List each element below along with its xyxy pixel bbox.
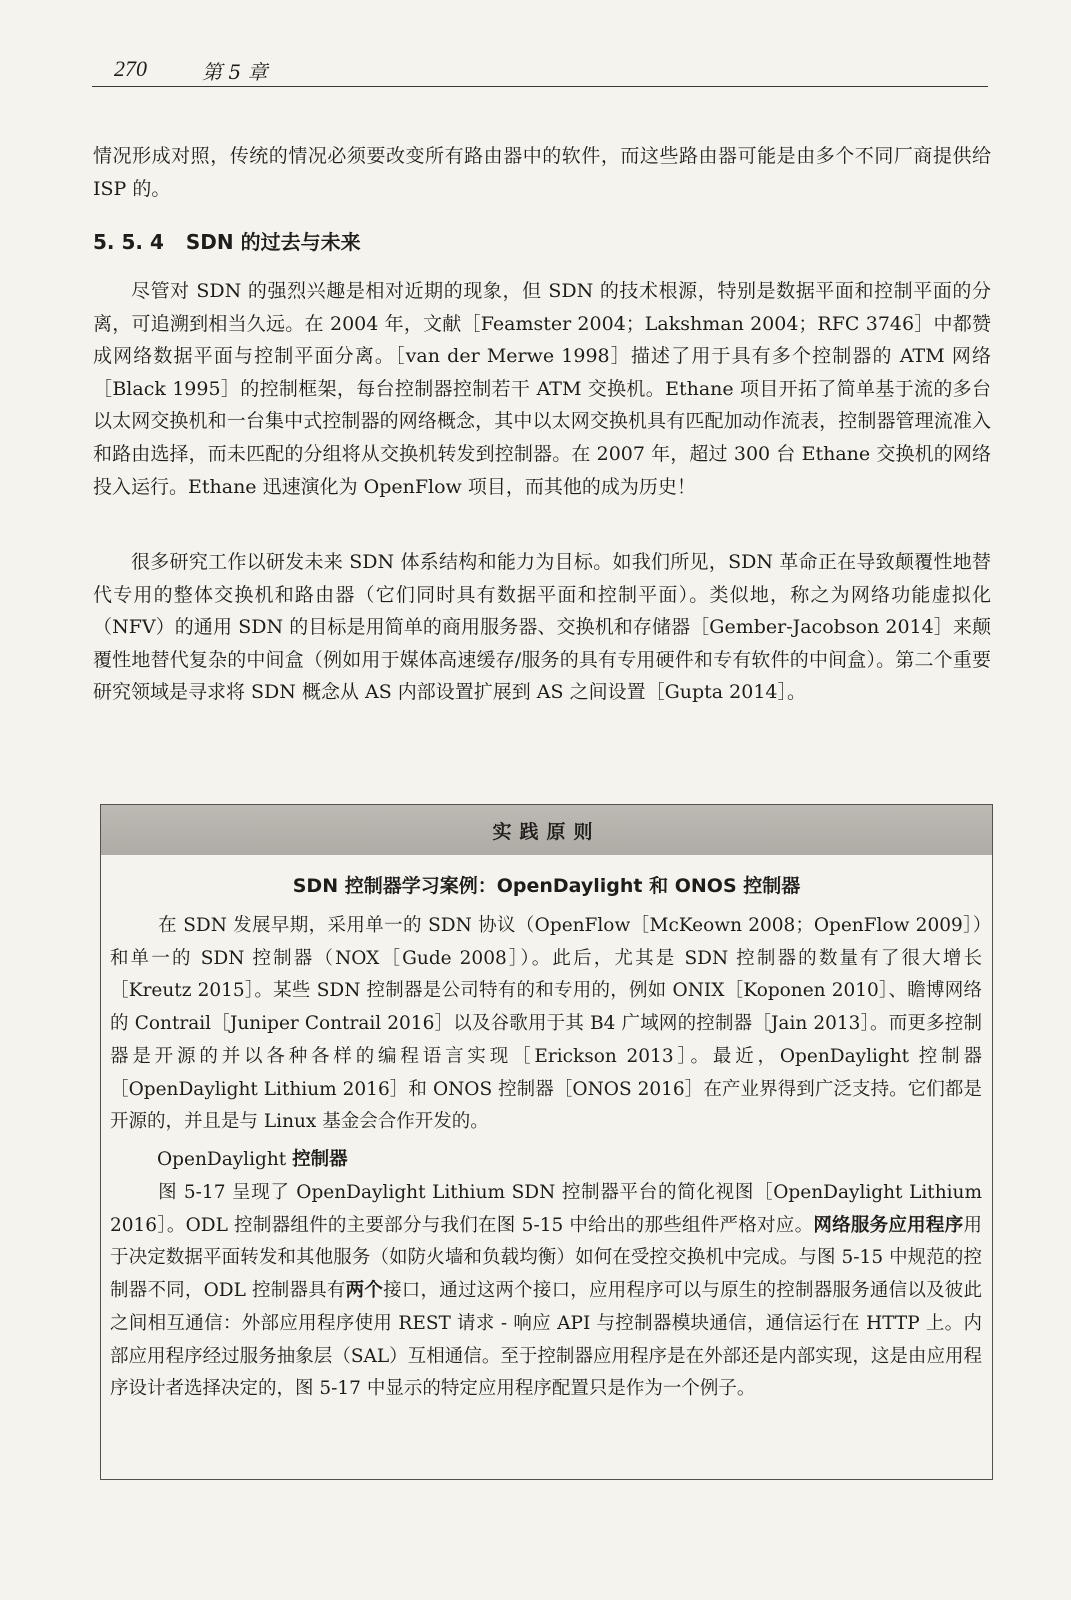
practice-principles-box (100, 804, 993, 1480)
box-banner-label: 实践原则 (492, 820, 601, 843)
running-header (92, 50, 988, 87)
chapter-label: 第 5 章 (202, 60, 268, 84)
subheading-prefix: OpenDaylight (157, 1149, 287, 1170)
section-heading (93, 226, 361, 255)
box-paragraph-odl (110, 1177, 982, 1406)
section-title: SDN 的过去与未来 (185, 230, 361, 254)
box-banner (101, 805, 992, 855)
odl-text-part1: 图 5-17 呈现了 OpenDaylight Lithium SDN 控制器平台的简化视图［OpenDaylight Lithium 2016］。ODL 控制器组件的主要部分与我们在图 5-15 中给出的那些组件严格对应。 (110, 1182, 982, 1236)
section-number: 5. 5. 4 (93, 230, 164, 254)
body-paragraph-history: 尽管对 SDN 的强烈兴趣是相对近期的现象，但 SDN 的技术根源，特别是数据平面和控制平面的分离，可追溯到相当久远。在 2004 年，文献［Feamster 2004；Lakshman 2004；RFC 3746］中都赞成网络数据平面与控制平面分离。［van der Merwe 1998］描述了用于具有多个控制器的 ATM 网络［Black 1995］的控制框架，每台控制器控制若干 ATM 交换机。Ethane 项目开拓了简单基于流的多台以太网交换机和一台集中式控制器的网络概念，其中以太网交换机具有匹配加动作流表，控制器管理流准入和路由选择，而未匹配的分组将从交换机转发到控制器。在 2007 年，超过 300 台 Ethane 交换机的网络投入运行。Ethane 迅速演化为 OpenFlow 项目，而其他的成为历史！ (93, 280, 991, 498)
case-study-title: SDN 控制器学习案例：OpenDaylight 和 ONOS 控制器 (292, 875, 801, 897)
opendaylight-subheading (157, 1145, 348, 1171)
page-number: 270 (114, 56, 147, 81)
subheading-suffix: 控制器 (292, 1149, 348, 1170)
box-paragraph-controllers: 在 SDN 发展早期，采用单一的 SDN 协议（OpenFlow［McKeown 2008；OpenFlow 2009］）和单一的 SDN 控制器（NOX［Gude 2008］）。此后，尤其是 SDN 控制器的数量有了很大增长［Kreutz 2015］。某些 SDN 控制器是公司特有的和专用的，例如 ONIX［Koponen 2010］、瞻博网络的 Contrail［Juniper Contrail 2016］以及谷歌用于其 B4 广域网的控制器［Jain 2013］。而更多控制器是开源的并以各种各样的编程语言实现［Erickson 2013］。最近，OpenDaylight 控制器［OpenDaylight Lithium 2016］和 ONOS 控制器［ONOS 2016］在产业界得到广泛支持。它们都是开源的，并且是与 Linux 基金会合作开发的。 (110, 915, 982, 1133)
body-paragraph-research: 很多研究工作以研发未来 SDN 体系结构和能力为目标。如我们所见，SDN 革命正在导致颠覆性地替代专用的整体交换机和路由器（它们同时具有数据平面和控制平面）。类似地，称之为网络功能虚拟化（NFV）的通用 SDN 的目标是用简单的商用服务器、交换机和存储器［Gember-Jacobson 2014］来颠覆性地替代复杂的中间盒（例如用于媒体高速缓存/服务的具有专用硬件和专有软件的中间盒）。第二个重要研究领域是寻求将 SDN 概念从 AS 内部设置扩展到 AS 之间设置［Gupta 2014］。 (93, 551, 991, 704)
odl-bold-two: 两个 (345, 1280, 384, 1302)
odl-text-part2: 用于决定数据平面转发和其他服务（如防火墙和负载均衡）如何在受控交换机中完成。与图 5-15 中规范的控制器不同，ODL 控制器具有 (110, 1214, 982, 1302)
intro-paragraph: 情况形成对照，传统的情况必须要改变所有路由器中的软件，而这些路由器可能是由多个不同厂商提供给 ISP 的。 (93, 145, 991, 200)
odl-text-part3: 接口，通过这两个接口，应用程序可以与原生的控制器服务通信以及彼此之间相互通信：外部应用程序使用 REST 请求 - 响应 API 与控制器模块通信，通信运行在 HTTP 上。内部应用程序经过服务抽象层（SAL）互相通信。至于控制器应用程序是在外部还是内部实现，这是由应用程序设计者选择决定的，图 5-17 中显示的特定应用程序配置只是作为一个例子。 (110, 1280, 982, 1400)
odl-bold-network-apps: 网络服务应用程序 (813, 1214, 964, 1236)
